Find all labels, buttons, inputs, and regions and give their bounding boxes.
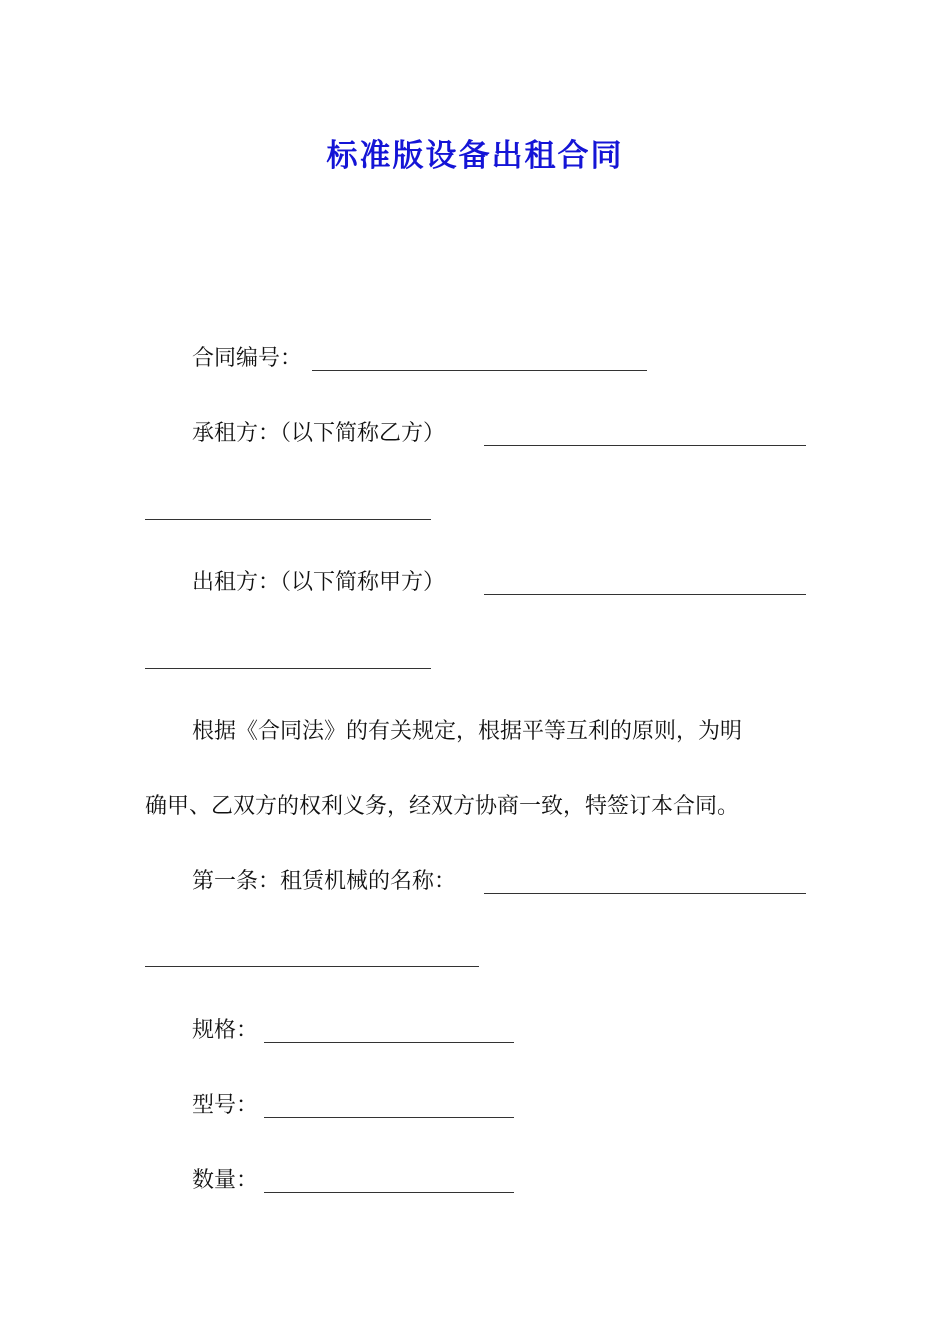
contract-number-blank [312,370,647,371]
machine-name-blank-line1 [484,893,806,894]
lessor-blank-line1 [484,594,806,595]
quantity-blank [264,1192,514,1193]
spec-blank [264,1042,514,1043]
quantity-label: 数量： [192,1168,259,1193]
spec-label: 规格： [192,1018,259,1043]
document-title: 标准版设备出租合同 [326,138,624,174]
article-1-label: 第一条：租赁机械的名称： [192,869,457,894]
preamble-line-2: 确甲、乙双方的权利义务，经双方协商一致，特签订本合同。 [145,794,740,819]
model-label: 型号： [192,1093,259,1118]
machine-name-blank-line2 [145,966,479,967]
lessee-label: 承租方：（以下简称乙方） [192,421,446,446]
lessee-blank-line2 [145,519,431,520]
lessee-blank-line1 [484,445,806,446]
preamble-line-1: 根据《合同法》的有关规定，根据平等互利的原则，为明 [192,719,743,744]
lessor-blank-line2 [145,668,431,669]
lessor-label: 出租方：（以下简称甲方） [192,570,446,595]
model-blank [264,1117,514,1118]
contract-number-label: 合同编号： [192,346,303,371]
